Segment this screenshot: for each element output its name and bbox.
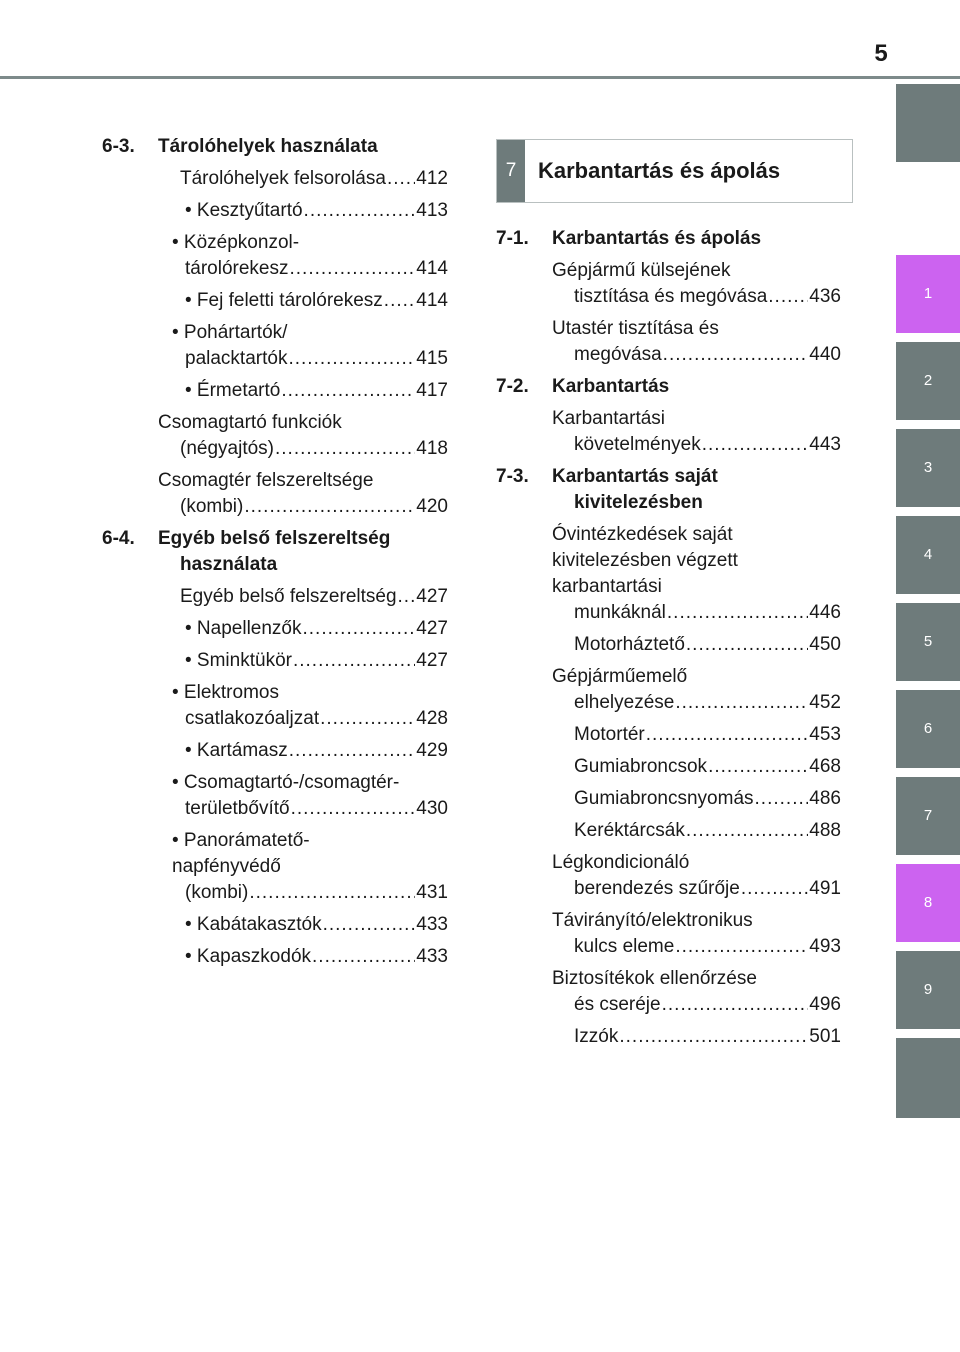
toc-entry[interactable]: • Panorámatető- napfényvédő (kombi) ..... 431: [172, 828, 448, 906]
toc-entry[interactable]: Csomagtér felszereltsége (kombi) ..... 420: [158, 468, 448, 520]
chapter-tab-9[interactable]: 9: [896, 951, 960, 1029]
toc-entry[interactable]: • Napellenzők ..... 427: [172, 616, 448, 642]
chapter-number: 7: [497, 140, 525, 202]
toc-entry[interactable]: Keréktárcsák ..... 488: [552, 818, 841, 844]
chapter-tab-2[interactable]: 2: [896, 342, 960, 420]
toc-entry[interactable]: • Kesztyűtartó ..... 413: [172, 198, 448, 224]
chapter-tab-1[interactable]: 1: [896, 255, 960, 333]
toc-entry[interactable]: • Sminktükör ..... 427: [172, 648, 448, 674]
chapter-tab-4[interactable]: 4: [896, 516, 960, 594]
toc-entry[interactable]: Távirányító/elektronikus kulcs eleme ..... 493: [552, 908, 841, 960]
toc-entry[interactable]: • Fej feletti tárolórekesz ..... 414: [172, 288, 448, 314]
toc-entry[interactable]: Gépjármű külsejének tisztítása és megóvása ..... 436: [552, 258, 841, 310]
toc-entry[interactable]: • Elektromos csatlakozóaljzat ..... 428: [172, 680, 448, 732]
toc-left-column: [102, 134, 448, 976]
toc-entry[interactable]: • Érmetartó ..... 417: [172, 378, 448, 404]
toc-entry[interactable]: Óvintézkedések saját kivitelezésben végzett karbantartási munkáknál ..... 446: [552, 522, 841, 626]
section-heading: 7-2. Karbantartás: [496, 376, 670, 397]
toc-entry[interactable]: Motorháztető ..... 450: [552, 632, 841, 658]
page-number: 5: [874, 40, 888, 67]
toc-entry[interactable]: • Középkonzol- tárolórekesz ..... 414: [172, 230, 448, 282]
toc-entry[interactable]: Biztosítékok ellenőrzése és cseréje ..... 496: [552, 966, 841, 1018]
header-rule: [0, 76, 960, 79]
toc-entry[interactable]: Gumiabroncsok ..... 468: [552, 754, 841, 780]
toc-entry[interactable]: Gépjárműemelő elhelyezése ..... 452: [552, 664, 841, 716]
chapter-tab-5[interactable]: 5: [896, 603, 960, 681]
chapter-tab-top[interactable]: [896, 84, 960, 162]
toc-entry[interactable]: Légkondicionáló berendezés szűrője ..... 491: [552, 850, 841, 902]
toc-entry[interactable]: • Kapaszkodók ..... 433: [172, 944, 448, 970]
section-heading: 6-3. Tárolóhelyek használata: [102, 136, 378, 157]
toc-entry[interactable]: Egyéb belső felszereltség ..... 427: [158, 584, 448, 610]
chapter-title: Karbantartás és ápolás: [538, 158, 781, 183]
chapter-header: [496, 139, 853, 203]
chapter-tab-7[interactable]: 7: [896, 777, 960, 855]
chapter-tab-bottom[interactable]: [896, 1038, 960, 1118]
toc-entry[interactable]: Karbantartási követelmények ..... 443: [552, 406, 841, 458]
toc-right-column: [496, 226, 841, 1056]
toc-entry[interactable]: • Pohártartók/ palacktartók ..... 415: [172, 320, 448, 372]
toc-entry[interactable]: • Kartámasz ..... 429: [172, 738, 448, 764]
toc-entry[interactable]: Motortér ..... 453: [552, 722, 841, 748]
toc-entry[interactable]: Izzók ..... 501: [552, 1024, 841, 1050]
chapter-tab-8[interactable]: 8: [896, 864, 960, 942]
section-heading: 6-4. Egyéb belső felszereltség használata: [102, 528, 391, 575]
toc-entry[interactable]: Csomagtartó funkciók (négyajtós) ..... 418: [158, 410, 448, 462]
toc-entry[interactable]: • Kabátakasztók ..... 433: [172, 912, 448, 938]
toc-entry[interactable]: • Csomagtartó-/csomagtér- területbővítő ..... 430: [172, 770, 448, 822]
toc-entry[interactable]: Tárolóhelyek felsorolása ..... 412: [158, 166, 448, 192]
section-heading: 7-1. Karbantartás és ápolás: [496, 228, 762, 249]
toc-entry[interactable]: Gumiabroncsnyomás ..... 486: [552, 786, 841, 812]
toc-entry[interactable]: Utastér tisztítása és megóvása ..... 440: [552, 316, 841, 368]
chapter-tab-6[interactable]: 6: [896, 690, 960, 768]
section-heading: 7-3. Karbantartás saját kivitelezésben: [496, 466, 718, 513]
chapter-tab-3[interactable]: 3: [896, 429, 960, 507]
